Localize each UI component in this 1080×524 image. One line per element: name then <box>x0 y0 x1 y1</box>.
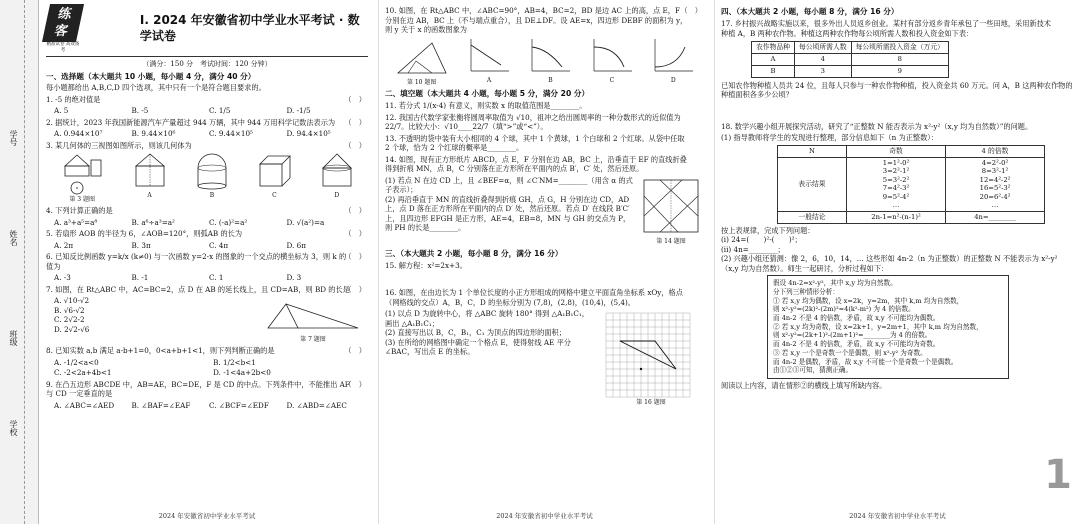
question-14-part-2: (2) 再沿垂直于 MN 的直线折叠得到折痕 GH，点 G，H 分别在边 CD，AD 上，点 D 落在正方形所在平面内的点 D′ 处，然后还原。若点 D′ 在线段 B′C′ 上，且四边形 EFGH 是正方形，AE=4，EB=8，MN 与 GH 的交点为 P，则 PH 的长是________。 <box>385 194 631 233</box>
question-5: 5. 若扇形 AOB 的半径为 6，∠AOB=120°，则弧AB 的长为 （ ） <box>46 229 366 239</box>
question-3: 3. 某几何体的三视图如图所示，则该几何体为 （ ） <box>46 140 366 150</box>
proof-box: 假设 4n-2=x²-y²，其中 x,y 均为自然数。 分下列三种情形分析： ① 若 x,y 均为偶数，设 x=2k，y=2m，其中 k,m 均为自然数， 则 x²-y²=(2k)²-(2m)²=4(k²-m²) 为 4 的倍数。 而 4n-2 不是 4 的倍数，矛盾，故 x,y 不可能均为偶数。 ② 若 x,y 均为奇数，设 x=2k+1，y=2m+1，其中 k,m 均为自然数， 则 x²-y²=(2k+1)²-(2m+1)²=________为 4 的倍数。 而 4n-2 不是 4 的倍数，矛盾，故 x,y 不可能均为奇数。 ③ 若 x,y 一个是奇数一个是偶数，则 x²-y² 为奇数。 而 4n-2 是偶数，矛盾，故 x,y 不可能一个是奇数一个是偶数。 由①②③可知，猜测正确。 <box>767 275 1009 379</box>
q18-subpart-ii: (ii) 4n=________； <box>721 244 785 254</box>
side-label-name: 姓名 <box>9 230 18 246</box>
page-number: 1 <box>1044 452 1072 499</box>
three-view-figure <box>59 152 105 196</box>
question-11: 11. 若分式 1/(x-4) 有意义，则实数 x 的取值范围是________。 <box>385 101 587 111</box>
solid-option-b <box>194 152 230 192</box>
section-heading: 一、选择题（本大题共 10 小题，每小题 4 分，满分 40 分） <box>46 72 256 82</box>
question-14: 14. 如图，现有正方形纸片 ABCD，点 E，F 分别在边 AB，BC 上，沿垂直于 EF 的直线折叠得到折痕 MN，点 B，C 分别落在正方形所在平面内的点 B′，C′ 处，然后还原。 <box>385 154 687 174</box>
question-16: 16. 如图，在由边长为 1 个单位长度的小正方形组成的网格中建立平面直角坐标系 xOy，格点（网格线的交点）A，B，C，D 的坐标分别为 (7,8)，(2,8)，(10,4)，(5,4)。 <box>385 288 683 307</box>
page-column-1: 练客 精准试卷 高效备考 I. 2024 年安徽省初中学业水平考试 · 数学试卷 （满分：150 分 考试时间：120 分钟） 一、选择题（本大题共 10 小题，每小题 4 分，满分 40 分） 每小题都给出 A,B,C,D 四个选项，其中只有一个是符合题目要求的。 1. -5 的绝对值是 （ ） A. 5 B. -5 C. 1/5 D. -1/5 2. 据统计，2023 年我国新能源汽车产量超过 944 万辆，其中 944 万用科学记数法表示为 （ ） A. 0.944×10⁷ B. 9.44×10⁶ C. 9.44×10⁵ D. 94.4×10⁵ 3. 某几何体的三视图如图所示，则该几何体为 （ ） 第 3 题图 A B C D 4. 下列计算正确的是 （ ） A. a³+a⁵=a⁸ B. a⁶÷a³=a² C. (-a)²=a² D. √(a²)=a 5. 若扇形 AOB 的半径为 6，∠AOB=120°，则弧AB 的长为 （ ） A. 2π B. 3π C. 4π D. 6π 6. 已知反比例函数 y=k/x (k≠0) 与一次函数 y=2-x 的图象的一个交点的横坐标为 3，则 k 的值为 （ ） A. -3 B. -1 C. 1 D. 3 7. 如图，在 Rt△ABC 中，AC=BC=2，点 D 在 AB 的延长线上，且 CD=AB，则 BD 的长是 （ ） A. √10-√2 B. √6-√2 C. 2√2-2 D. 2√2-√6 第 7 题图 8. 已知实数 a,b 满足 a-b+1=0，0<a+b+1<1，则下列判断正确的是 （ ） A. -1/2<a<0 B. 1/2<b<1 C. -2<2a+4b<1 D. -1<4a+2b<0 9. 在凸五边形 ABCDE 中，AB=AE，BC=DE，F 是 CD 的中点。下列条件中，不能推出 AF 与 CD 一定垂直的是 （ ） A. ∠ABC=∠AED B. ∠BAF=∠EAF C. ∠BCF=∠EDF D. ∠ABD=∠AEC 2024 年安徽省初中学业水平考试 <box>40 0 374 524</box>
solid-option-c <box>256 152 292 192</box>
question-4: 4. 下列计算正确的是 （ ） <box>46 206 366 216</box>
section-note: 每小题都给出 A,B,C,D 四个选项，其中只有一个是符合题目要求的。 <box>46 83 266 93</box>
crop-table: 农作物品种 每公顷所需人数 每公顷所需投入资金（万元） A 4 8 B 3 9 <box>751 41 949 78</box>
question-17: 17. 乡村振兴战略实施以来，很多外出人员返乡创业。某村有部分返乡青年承包了一些田地，采用新技术种植 A，B 两种农作物。种植这两种农作物每公顷所需人数和投入资金如下表： <box>721 19 1051 38</box>
question-7: 7. 如图，在 Rt△ABC 中，AC=BC=2，点 D 在 AB 的延长线上，且 CD=AB，则 BD 的长是 （ ） <box>46 284 366 294</box>
point-d <box>640 368 642 370</box>
coordinate-grid-figure <box>598 309 704 399</box>
question-18: 18. 数学兴趣小组开展探究活动，研究了“正整数 N 能否表示为 x²-y²（x,y 均为自然数）”的问题。 <box>721 121 1033 131</box>
graph-option-b <box>528 37 572 77</box>
section-heading: 四、（本大题共 2 小题，每小题 8 分，满分 16 分） <box>721 7 899 16</box>
page-column-2: 10. 如图，在 Rt△ABC 中，∠ABC=90°，AB=4，BC=2，BD 是边 AC 上的高，点 E，F 分别在边 AB，BC 上（不与端点重合），且 DE⊥DF。设 AE=x，四边形 DEBF 的面积为 y，则 y 关于 x 的函数图象为 （ ） 第 10 题图 A B C D 二、填空题（本大题共 4 小题，每小题 5 分，满分 20 分） 11. 若分式 1/(x-4) 有意义，则实数 x 的取值范围是________。 12. 我国古代数学家张衡将圆周率取值为 √10，祖冲之给出圆周率的一种分数形式的近似值为 22/7。比较大小：√10____22/7（填“>”或“<”）。 13. 不透明的袋中装有大小相同的 4 个球，其中 1 个黄球，1 个白球和 2 个红球。从袋中任取 2 个球，恰为 2 个红球的概率是________。 14. 如图，现有正方形纸片 ABCD，点 E，F 分别在边 AB，BC 上，沿垂直于 EF 的直线折叠得到折痕 MN，点 B，C 分别落在正方形所在平面内的点 B′，C′ 处，然后还原。 (1) 若点 N 在边 CD 上，且 ∠BEF=α，则 ∠C′NM=________（用含 α 的式子表示）； (2) 再沿垂直于 MN 的直线折叠得到折痕 GH，点 G，H 分别在边 CD，AD 上，点 D 落在正方形所在平面内的点 D′ 处，然后还原。若点 D′ 在线段 B′C′ 上，且四边形 EFGH 是正方形，AE=4，EB=8，MN 与 GH 的交点为 P，则 PH 的长是________。 第 14 题图 三、（本大题共 2 小题，每小题 8 分，满分 16 分） 15. 解方程：x²=2x+3。 16. 如图，在由边长为 1 个单位长度的小正方形组成的网格中建立平面直角坐标系 xOy，格点（网格线的交点）A，B，C，D 的坐标分别为 (7,8)，(2,8)，(10,4)，(5,4)。 (1) 以点 D 为旋转中心，将 △ABC 旋转 180° 得到 △A₁B₁C₁，画出 △A₁B₁C₁； (2) 直接写出以 B，C，B₁，C₁ 为顶点的四边形的面积； (3) 在所给的网格图中确定一个格点 E，使得射线 AE 平分 ∠BAC，写出点 E 的坐标。 第 16 题图 2024 年安徽省初中学业水平考试 <box>378 0 710 524</box>
side-label-id: 学号 <box>9 130 18 146</box>
pattern-table: N 奇数 4 的倍数 表示结果 1=1²-0² 3=2²-1² 5=3²-2² 7=4²-3² 9=5²-4² … 4=2²-0² 8=3²-1² 12=4²-2² 16=5²-3² 20=6²-4² … 一般结论 2n-1=n²-(n-1)² 4n=________ <box>777 145 1045 224</box>
page-title: I. 2024 年安徽省初中学业水平考试 · 数学试卷 <box>139 13 360 44</box>
question-16-part-2: (2) 直接写出以 B，C，B₁，C₁ 为顶点的四边形的面积； <box>385 328 566 338</box>
exam-info: （满分：150 分 考试时间：120 分钟） <box>142 60 272 69</box>
question-16-part-3: (3) 在所给的网格图中确定一个格点 E，使得射线 AE 平分 ∠BAC，写出点 E 的坐标。 <box>385 337 571 357</box>
fill-instruction: 按上表规律，完成下列问题： <box>721 225 815 235</box>
question-1: 1. -5 的绝对值是 （ ） <box>46 94 366 104</box>
question-18-closing: 阅读以上内容，请在情形②的横线上填写所缺内容。 <box>721 381 887 390</box>
graph-option-a <box>467 37 511 77</box>
question-13: 13. 不透明的袋中装有大小相同的 4 个球，其中 1 个黄球，1 个白球和 2 个红球。从袋中任取 2 个球，恰为 2 个红球的概率是________。 <box>385 133 685 153</box>
triangle-figure-q10 <box>394 37 450 79</box>
question-8: 8. 已知实数 a,b 满足 a-b+1=0，0<a+b+1<1，则下列判断正确的是 （ ） <box>46 346 366 356</box>
solid-option-d <box>319 152 355 192</box>
question-2: 2. 据统计，2023 年我国新能源汽车产量超过 944 万辆，其中 944 万用科学记数法表示为 （ ） <box>46 117 366 127</box>
question-9: 9. 在凸五边形 ABCDE 中，AB=AE，BC=DE，F 是 CD 的中点。下列条件中，不能推出 AF 与 CD 一定垂直的是 （ ） <box>46 379 366 399</box>
graph-option-d <box>651 37 695 77</box>
page-column-3 <box>714 0 1080 524</box>
side-label-school: 学校 <box>9 420 18 436</box>
question-18-part-2: (2) 兴趣小组还猜测：像 2，6，10，14，… 这些形如 4n-2（n 为正整数）的正整数 N 不能表示为 x²-y²（x,y 均为自然数）。师生一起研讨，分析过程如下： <box>721 254 1058 273</box>
logo: 练客 精准试卷 高效备考 <box>46 4 80 54</box>
side-label-class: 班级 <box>9 330 18 346</box>
three-view-figures: 第 3 题图 A B C D <box>46 152 368 204</box>
question-12: 12. 我国古代数学家张衡将圆周率取值为 √10，祖冲之给出圆周率的一种分数形式的近似值为 22/7。比较大小：√10____22/7（填“>”或“<”）。 <box>385 112 681 132</box>
q18-subpart-i: (i) 24=( )²-( )²； <box>721 235 802 245</box>
question-18-part-1: (1) 指导教师将学生的发现进行整理，部分信息如下（n 为正整数）： <box>721 133 939 143</box>
question-10: 10. 如图，在 Rt△ABC 中，∠ABC=90°，AB=4，BC=2，BD 是边 AC 上的高，点 E，F 分别在边 AB，BC 上（不与端点重合），且 DE⊥DF。设 AE=x，四边形 DEBF 的面积为 y，则 y 关于 x 的函数图象为 （ ） <box>385 6 702 34</box>
page-footer: 2024 年安徽省初中学业水平考试 <box>849 512 946 521</box>
question-17-ask: 已知农作物种植人员共 24 位，且每人只参与一种农作物种植，投入资金共 60 万元。问 A，B 这两种农作物的种植面积各多少公顷？ <box>721 80 1073 100</box>
q10-figures: 第 10 题图 A B C D <box>385 37 704 87</box>
question-6: 6. 已知反比例函数 y=k/x (k≠0) 与一次函数 y=2-x 的图象的一个交点的横坐标为 3，则 k 的值为 （ ） <box>46 252 366 271</box>
solid-option-a <box>132 152 168 192</box>
section-heading: 二、填空题（本大题共 4 小题，每小题 5 分，满分 20 分） <box>385 89 590 99</box>
question-16-part-1: (1) 以点 D 为旋转中心，将 △ABC 旋转 180° 得到 △A₁B₁C₁，画出 △A₁B₁C₁； <box>385 309 589 328</box>
section-heading: 三、（本大题共 2 小题，每小题 8 分，满分 16 分） <box>385 248 563 258</box>
page-footer: 2024 年安徽省初中学业水平考试 <box>496 512 593 521</box>
binding-margin <box>0 0 39 524</box>
square-fold-figure <box>638 176 704 238</box>
page-footer: 2024 年安徽省初中学业水平考试 <box>158 512 256 521</box>
question-15: 15. 解方程：x²=2x+3。 <box>385 260 467 270</box>
triangle-figure-q7 <box>258 296 368 336</box>
graph-option-c <box>590 37 634 77</box>
question-14-part-1: (1) 若点 N 在边 CD 上，且 ∠BEF=α，则 ∠C′NM=________（用含 α 的式子表示）； <box>385 175 633 195</box>
